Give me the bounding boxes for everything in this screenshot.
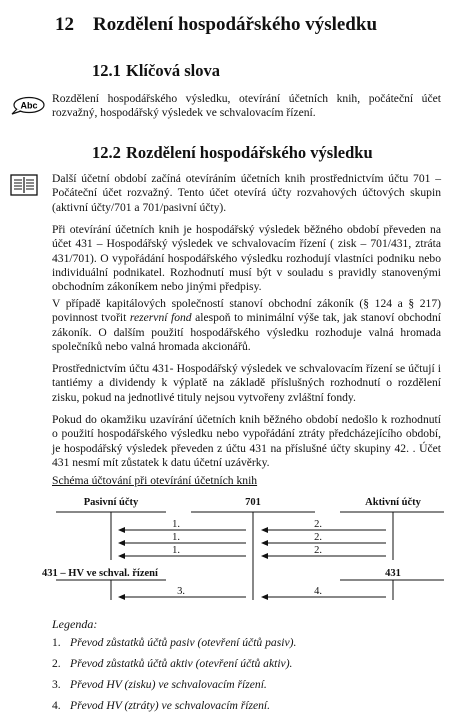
label-active-accounts: Aktivní účty (365, 497, 421, 508)
arrow-label: 2. (314, 545, 322, 556)
legend-text: Převod zůstatků účtů aktiv (otevření účtů aktiv). (70, 657, 293, 670)
legend-item (52, 657, 292, 670)
paragraph-unresolved-result: Pokud do okamžiku uzavírání účetních knih běžného období nedošlo k rozhodnutí o použití hospodářského výsledku nebo vypořádání ztráty předcházejícího období, je hospodářský výsledek převeden z účtu 431 na příslušné účty skupiny 42. . Účet 431 nesmí mít zůstatek k datu účetní uzávěrky. (52, 413, 441, 469)
legend-item (52, 678, 267, 691)
schema-title: Schéma účtování při otevírání účetních knih (52, 474, 258, 487)
section-title: Klíčová slova (126, 61, 220, 80)
text-part: alespoň to minimální výše tak, jak stanoví obchodní zákoník. O dalším použití hospodářského výsledku rozhoduje valná hromada společníků nebo valná hromada akcionářů. (52, 311, 441, 353)
text-emphasis: rezervní fond (129, 311, 192, 325)
legend-text: Převod zůstatků účtů pasiv (otevření účtů pasiv). (70, 636, 297, 649)
section-number: 12.2 (92, 143, 121, 162)
arrow-label: 3. (177, 586, 185, 597)
legend-number: 4. (52, 699, 61, 712)
chapter-number: 12 (55, 14, 74, 35)
paragraph-hv-transfer: Při otevírání účetních knih je hospodářský výsledek běžného období převeden na účet 431 – Hospodářský výsledek ve schvalovacím řízení ( zisk – 701/431, ztráta 431/701). O vypořádání hospodářského výsledku rozhodují vlastníci podniku nebo individuální podnikatel. Rozhodnutí musí být v souladu s pravidly stanovenými obchodním zákoníkem nebo jinými předpisy. (52, 223, 441, 294)
legend-text: Převod HV (zisku) ve schvalovacím řízení. (70, 678, 267, 691)
text-part: V případě kapitálových společností stanoví obchodní zákoník (§ 124 a § 217) povinnost tvořit (52, 297, 441, 325)
svg-text:Abc: Abc (20, 100, 38, 111)
legend-number: 2. (52, 657, 61, 670)
section-number: 12.1 (92, 61, 121, 80)
label-431-left: 431 – HV ve schval. řízení (42, 568, 158, 579)
paragraph-dividends: Prostřednictvím účtu 431- Hospodářský výsledek ve schvalovacím řízení se účtují i tantiémy a dividendy k výplatě na základě příslušných rozhodnutí o rozdělení zisku, pokud na jednotlivé tituly nejsou vytvořeny zvláštní fondy. (52, 362, 441, 404)
legend-title: Legenda: (52, 617, 98, 631)
chapter-title: Rozdělení hospodářského výsledku (93, 14, 378, 35)
legend-item (52, 636, 296, 649)
arrow-label: 1. (172, 532, 180, 543)
keywords-text: Rozdělení hospodářského výsledku, otevírání účetních knih, počáteční účet rozvažný, hospodářský výsledek ve schvalovacím řízení. (52, 92, 441, 120)
arrow-label: 1. (172, 519, 180, 530)
section-title: Rozdělení hospodářského výsledku (126, 143, 373, 162)
legend-text: Převod HV (ztráty) ve schvalovacím řízení. (70, 699, 271, 712)
arrow-label: 2. (314, 532, 322, 543)
paragraph-opening-books: Další účetní období začíná otevíráním účetních knih prostřednictvím účtu 701 – Počáteční účet rozvažný. Tento účet otevírá účty rozvahových účtových skupin (aktivní účty/701 a 701/pasivní účty). (52, 172, 441, 214)
label-431-right: 431 (385, 568, 401, 579)
arrow-label: 1. (172, 545, 180, 556)
label-701: 701 (245, 497, 261, 508)
legend-item (52, 699, 270, 712)
arrow-label: 2. (314, 519, 322, 530)
legend-number: 1. (52, 636, 61, 649)
legend-number: 3. (52, 678, 61, 691)
label-passive-accounts: Pasivní účty (83, 497, 139, 508)
arrow-label: 4. (314, 586, 322, 597)
